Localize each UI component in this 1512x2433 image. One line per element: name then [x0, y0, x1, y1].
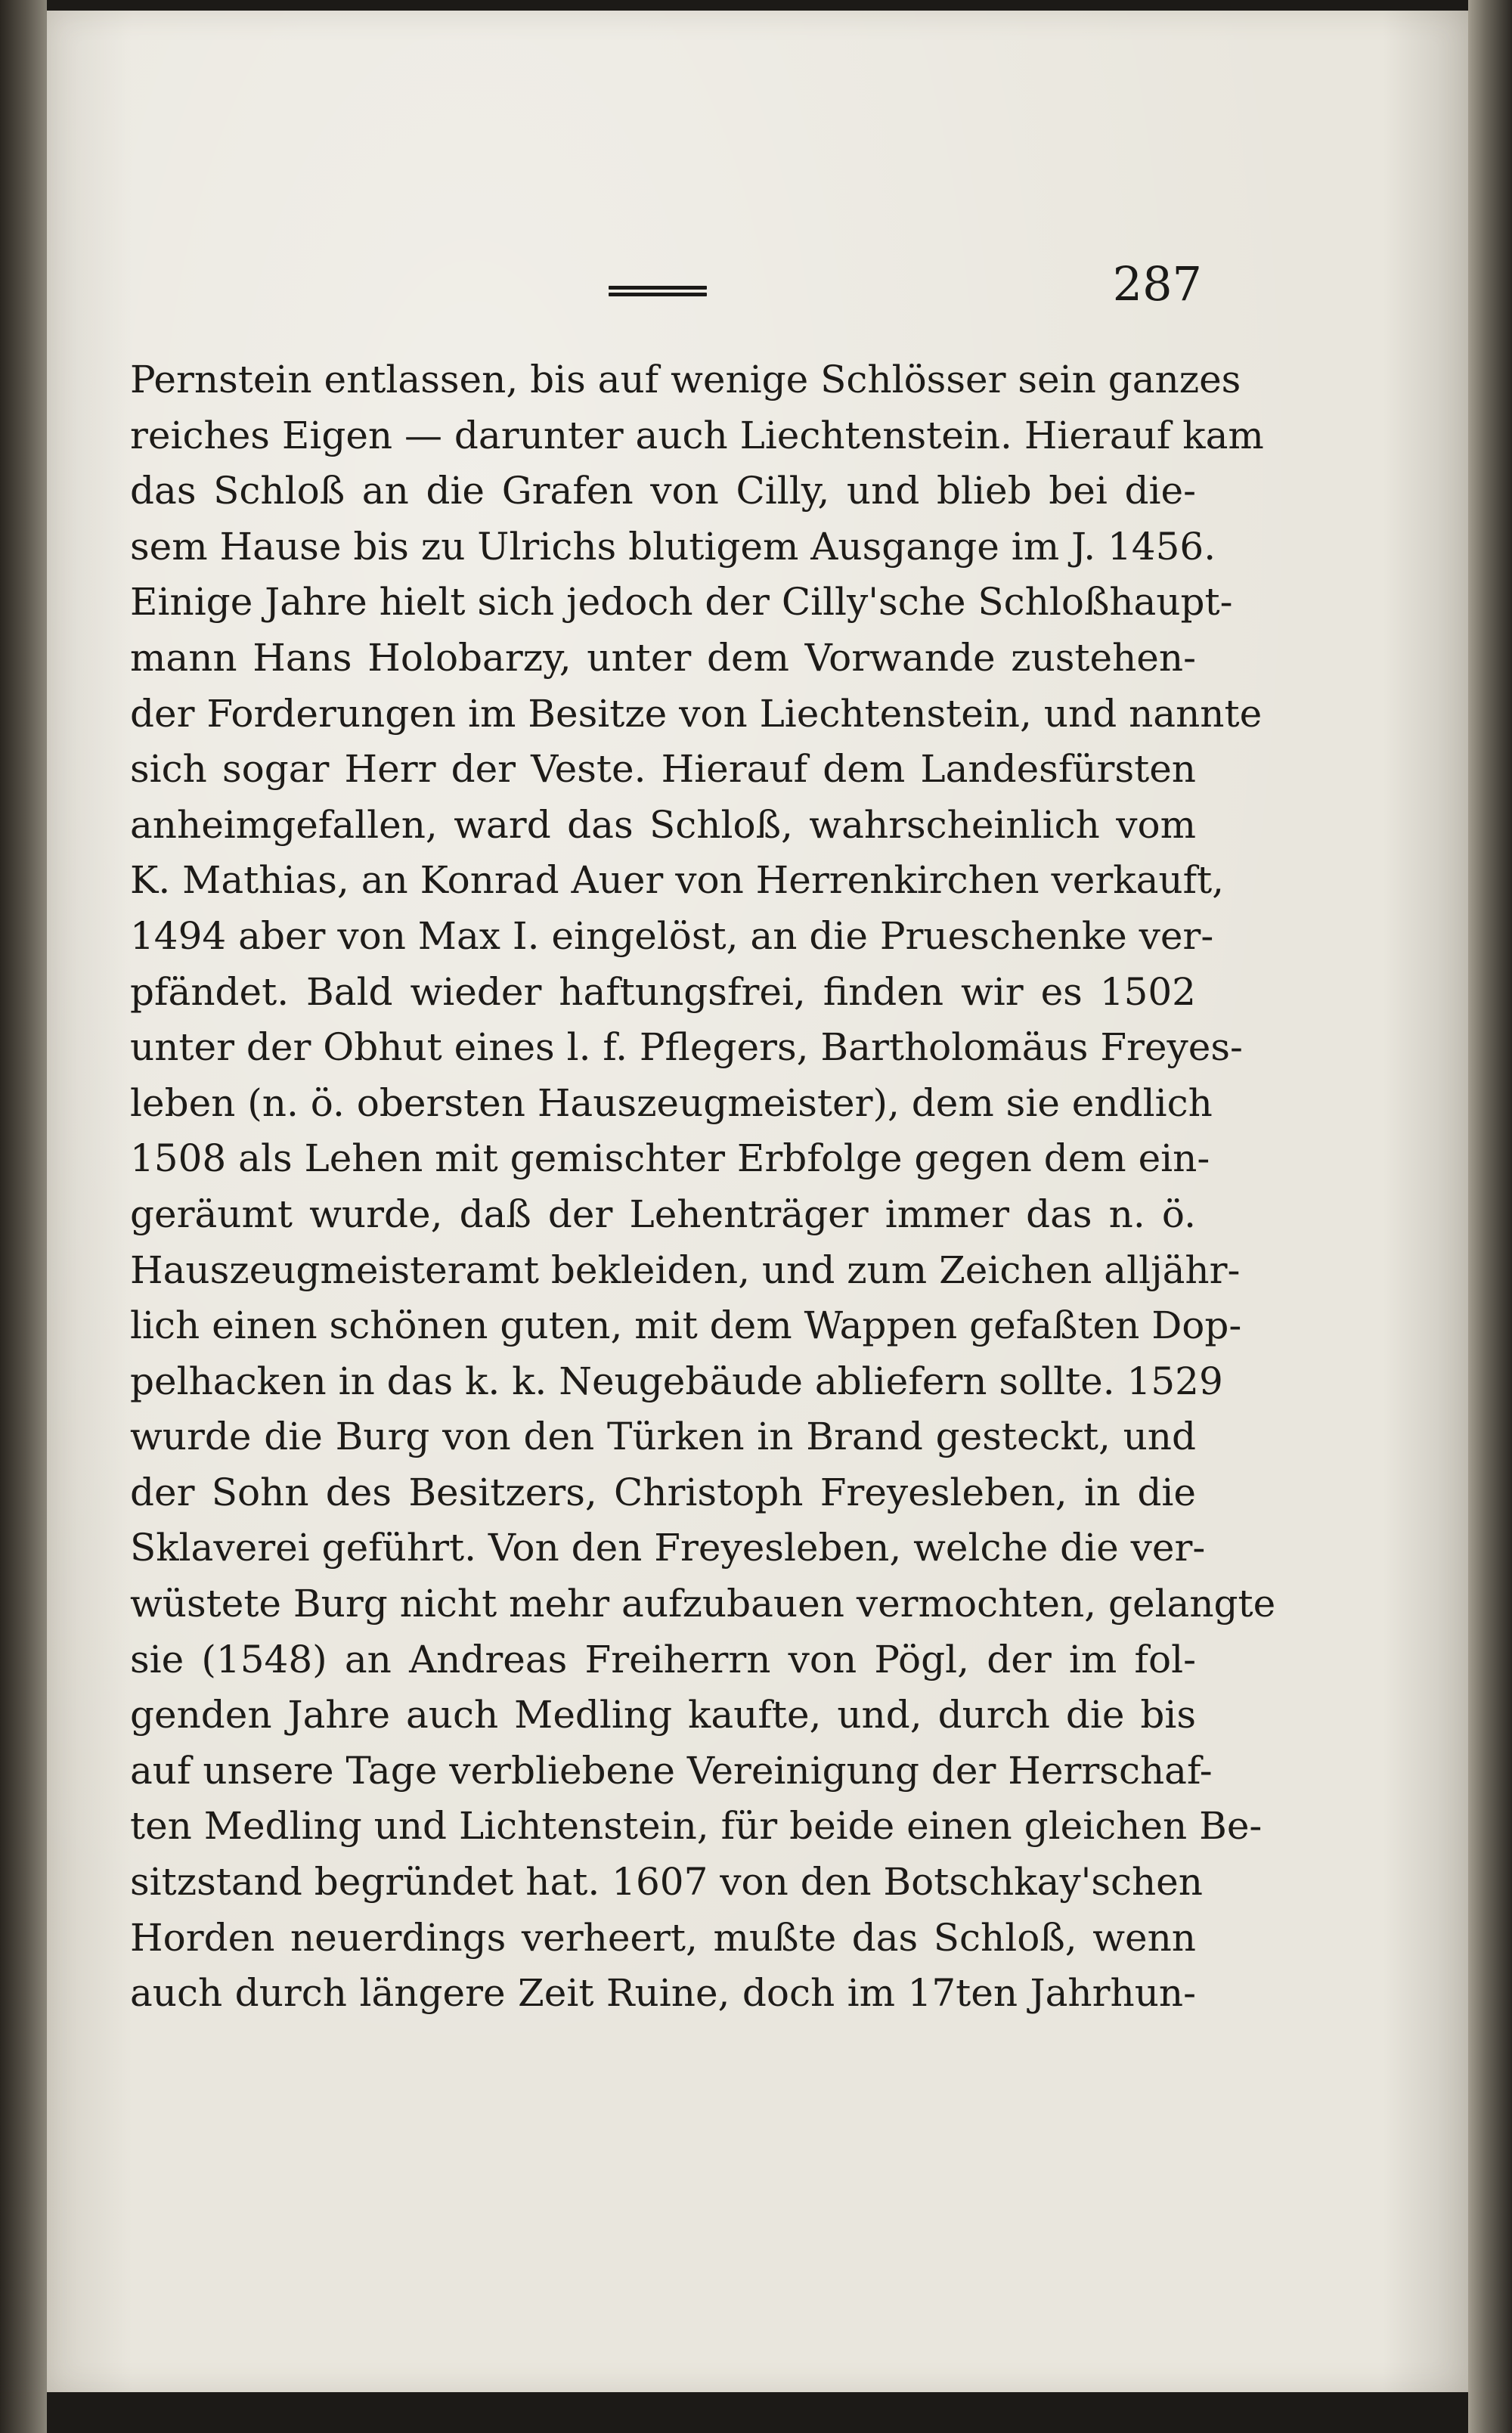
text-line: genden Jahre auch Medling kaufte, und, durch die bis — [130, 1693, 1196, 1737]
text-line: leben (n. ö. obersten Hauszeugmeister), dem sie endlich — [130, 1080, 1213, 1125]
text-line: mann Hans Holobarzy, unter dem Vorwande zustehen- — [130, 635, 1196, 680]
text-line: auch durch längere Zeit Ruine, doch im 17ten Jahrhun- — [130, 1971, 1196, 2016]
text-line: sem Hause bis zu Ulrichs blutigem Ausgange im J. 1456. — [130, 524, 1216, 569]
text-line: auf unsere Tage verbliebene Vereinigung der Herrschaf- — [130, 1748, 1213, 1793]
header-rule-line-2 — [609, 293, 707, 296]
text-line: anheimgefallen, ward das Schloß, wahrscheinlich vom — [130, 802, 1196, 847]
text-line: reiches Eigen — darunter auch Liechtenstein. Hierauf kam — [130, 413, 1264, 457]
text-line: sitzstand begründet hat. 1607 von den Botschkay'schen — [130, 1860, 1203, 1905]
text-line: geräumt wurde, daß der Lehenträger immer das n. ö. — [130, 1192, 1196, 1236]
text-line: das Schloß an die Grafen von Cilly, und blieb bei die- — [130, 469, 1196, 513]
text-line: der Sohn des Besitzers, Christoph Freyesleben, in die — [130, 1470, 1196, 1514]
text-line: lich einen schönen guten, mit dem Wappen gefaßten Dop- — [130, 1303, 1242, 1348]
body-text — [130, 352, 1276, 2022]
page-edge-left — [0, 0, 47, 2433]
header-rule — [609, 286, 707, 298]
text-line: wüstete Burg nicht mehr aufzubauen vermochten, gelangte — [130, 1582, 1276, 1626]
text-line: sich sogar Herr der Veste. Hierauf dem Landesfürsten — [130, 747, 1196, 792]
text-line: ten Medling und Lichtenstein, für beide einen gleichen Be- — [130, 1804, 1263, 1849]
text-line: K. Mathias, an Konrad Auer von Herrenkirchen verkauft, — [130, 858, 1225, 903]
text-line: pelhacken in das k. k. Neugebäude abliefern sollte. 1529 — [130, 1359, 1223, 1403]
text-line: Pernstein entlassen, bis auf wenige Schlösser sein ganzes — [130, 358, 1241, 401]
text-line: der Forderungen im Besitze von Liechtenstein, und nannte — [130, 691, 1263, 736]
text-line: wurde die Burg von den Türken in Brand gesteckt, und — [130, 1415, 1196, 1459]
text-line: Horden neuerdings verheert, mußte das Schloß, wenn — [130, 1915, 1196, 1960]
page-number: 287 — [1112, 256, 1202, 311]
text-line: 1494 aber von Max I. eingelöst, an die Prueschenke ver- — [130, 913, 1214, 958]
header-rule-line-1 — [609, 286, 707, 290]
text-line: pfändet. Bald wieder haftungsfrei, finden wir es 1502 — [130, 969, 1196, 1014]
text-line: 1508 als Lehen mit gemischter Erbfolge gegen dem ein- — [130, 1136, 1210, 1181]
page-edge-right — [1468, 0, 1512, 2433]
text-line: unter der Obhut eines l. f. Pflegers, Bartholomäus Freyes- — [130, 1025, 1243, 1070]
text-line: sie (1548) an Andreas Freiherrn von Pögl, der im fol- — [130, 1637, 1196, 1681]
text-line: Hauszeugmeisteramt bekleiden, und zum Zeichen alljähr- — [130, 1247, 1241, 1292]
text-line: Sklaverei geführt. Von den Freyesleben, welche die ver- — [130, 1526, 1206, 1570]
text-line: Einige Jahre hielt sich jedoch der Cilly'sche Schloßhaupt- — [130, 580, 1233, 625]
